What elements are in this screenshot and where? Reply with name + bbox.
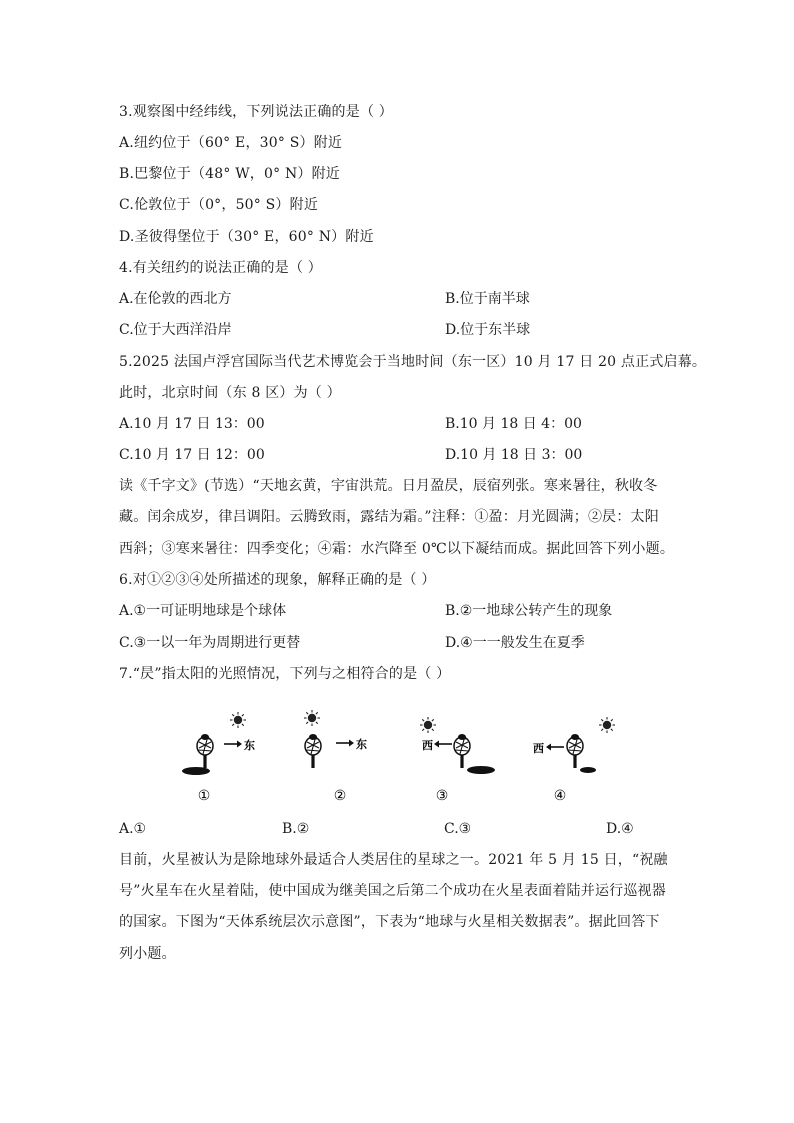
tree-icon [567,734,583,768]
shadow-shape [182,767,210,775]
passage2-line2: 号”火星车在火星着陆，使中国成为继美国之后第二个成功在火星表面着陆并运行巡视器 [119,883,666,899]
direction-label-1: 东 [244,739,255,752]
q4-option-b: B.位于南半球 [445,291,530,307]
q5-stem-line1: 5.2025 法国卢浮宫国际当代艺术博览会于当地时间（东一区）10 月 17 日 20 点正式启幕。 [119,354,707,370]
q5-stem-line2: 此时，北京时间（东 8 区）为（ ） [119,385,341,401]
q6-stem: 6.对①②③④处所描述的现象，解释正确的是（ ） [119,572,436,588]
figure-label-1: ① [197,788,211,804]
shadow-shape [580,767,596,773]
figure-label-3: ③ [435,788,449,804]
sun-icon [304,710,320,726]
sun-icon [230,712,246,728]
figure-label-4: ④ [553,788,567,804]
passage2-line3: 的国家。下图为“天体系统层次示意图”，下表为“地球与火星相关数据表”。据此回答下 [119,914,660,930]
sun-icon [420,717,436,733]
q3-option-d: D.圣彼得堡位于（30° E，60° N）附近 [119,229,374,245]
q3-stem: 3.观察图中经纬线，下列说法正确的是（ ） [119,104,394,120]
passage2-line4: 列小题。 [119,946,176,962]
tree-icon [305,734,321,768]
q4-option-c: C.位于大西洋沿岸 [119,322,232,338]
direction-label-4: 西 [533,742,544,755]
q5-option-b: B.10 月 18 日 4：00 [445,416,582,432]
passage1-line2: 藏。闰余成岁，律吕调阳。云腾致雨，露结为霜。”注释：①盈：月光圆满；②昃：太阳 [119,509,659,525]
q4-option-a: A.在伦敦的西北方 [119,291,232,307]
q5-option-a: A.10 月 17 日 13：00 [119,416,265,432]
figure-panel-4 [533,717,615,804]
q7-figure [160,708,640,808]
tree-icon [454,734,470,768]
q7-stem: 7.“昃”指太阳的光照情况，下列与之相符合的是（ ） [119,666,451,682]
sun-icon [599,717,615,733]
q6-option-a: A.①一可证明地球是个球体 [119,603,287,619]
q4-stem: 4.有关纽约的说法正确的是（ ） [119,260,323,276]
q3-option-c: C.伦敦位于（0°，50° S）附近 [119,197,319,213]
q6-option-c: C.③一以一年为周期进行更替 [119,635,301,651]
q7-option-b: B.② [282,821,310,837]
q7-option-c: C.③ [444,821,472,837]
figure-panel-2 [304,710,367,804]
figure-panel-1 [182,712,255,804]
q6-option-b: B.②一地球公转产生的现象 [445,603,613,619]
shadow-shape [467,766,495,774]
q3-option-b: B.巴黎位于（48° W，0° N）附近 [119,166,340,182]
q6-option-d: D.④一一般发生在夏季 [445,635,585,651]
figure-label-2: ② [333,788,347,804]
tree-icon [197,734,213,768]
figure-panel-3 [420,717,495,804]
q7-option-d: D.④ [606,821,634,837]
passage1-line3: 西斜；③寒来暑往：四季变化；④霜：水汽降至 0℃以下凝结而成。据此回答下列小题。 [119,541,675,557]
q5-option-d: D.10 月 18 日 3：00 [445,447,583,463]
direction-label-2: 东 [356,738,367,751]
direction-label-3: 西 [422,739,433,752]
q3-option-a: A.纽约位于（60° E，30° S）附近 [119,135,343,151]
q4-option-d: D.位于东半球 [445,322,531,338]
q7-option-a: A.① [119,821,147,837]
passage1-line1: 读《千字文》(节选）“天地玄黄，宇宙洪荒。日月盈昃，辰宿列张。寒来暑往，秋收冬 [119,478,658,494]
passage2-line1: 目前，火星被认为是除地球外最适合人类居住的星球之一。2021 年 5 月 15 日，“祝融 [119,852,668,868]
q5-option-c: C.10 月 17 日 12：00 [119,447,265,463]
